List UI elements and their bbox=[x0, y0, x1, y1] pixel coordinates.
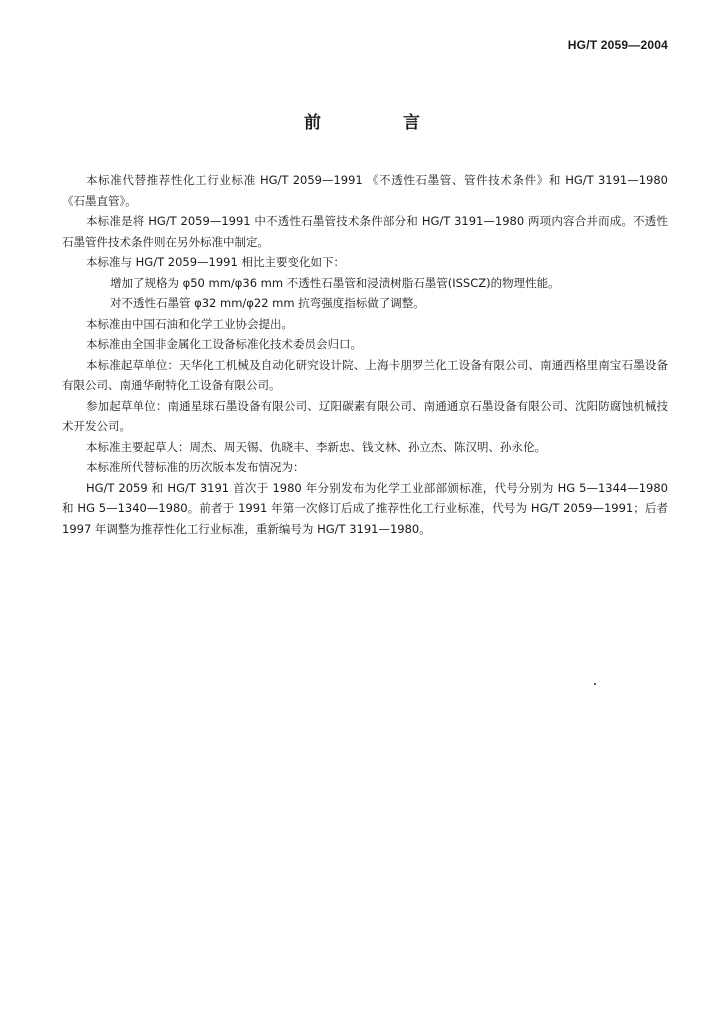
paragraph-history: HG/T 2059 和 HG/T 3191 首次于 1980 年分别发布为化学工业部部颁标准，代号分别为 HG 5—1344—1980 和 HG 5—1340—1980。前者于 1991 年第一次修订后成了推荐性化工行业标准，代号为 HG/T 2059—1991；后者 1997 年调整为推荐性化工行业标准，重新编号为 HG/T 3191—1980。 bbox=[62, 480, 668, 536]
paragraph-replacement: 本标准代替推荐性化工行业标准 HG/T 2059—1991 《不透性石墨管、管件技术条件》和 HG/T 3191—1980 《石墨直管》。 bbox=[62, 173, 668, 208]
page-title: 前 言 bbox=[304, 113, 458, 133]
change-item-2: 对不透性石墨管 φ32 mm/φ22 mm 抗弯强度指标做了调整。 bbox=[110, 296, 425, 310]
paragraph-drafters: 本标准主要起草人：周杰、周天锡、仇晓丰、李新忠、钱文林、孙立杰、陈汉明、孙永伦。 bbox=[86, 439, 546, 454]
paragraph-drafting-units: 本标准起草单位：天华化工机械及自动化研究设计院、上海卡朋罗兰化工设备有限公司、南通西格里南宝石墨设备有限公司、南通华耐特化工设备有限公司。 bbox=[62, 357, 668, 392]
paragraph-changes-intro: 本标准与 HG/T 2059—1991 相比主要变化如下： bbox=[86, 255, 345, 269]
scan-speck bbox=[594, 683, 596, 685]
paragraph-committee: 本标准由全国非金属化工设备标准化技术委员会归口。 bbox=[86, 337, 362, 351]
foreword-body bbox=[62, 170, 668, 539]
standard-code: HG/T 2059—2004 bbox=[567, 38, 668, 52]
paragraph-proposer: 本标准由中国石油和化学工业协会提出。 bbox=[86, 316, 293, 331]
change-item-1: 增加了规格为 φ50 mm/φ36 mm 不透性石墨管和浸渍树脂石墨管(ISSCZ)的物理性能。 bbox=[110, 275, 560, 290]
paragraph-history-intro: 本标准所代替标准的历次版本发布情况为： bbox=[86, 460, 305, 474]
paragraph-participating-units: 参加起草单位：南通星球石墨设备有限公司、辽阳碳素有限公司、南通通京石墨设备有限公司、沈阳防腐蚀机械技术开发公司。 bbox=[62, 398, 668, 433]
paragraph-merge: 本标准是将 HG/T 2059—1991 中不透性石墨管技术条件部分和 HG/T 3191—1980 两项内容合并而成。不透性石墨管件技术条件则在另外标准中制定。 bbox=[62, 214, 668, 249]
